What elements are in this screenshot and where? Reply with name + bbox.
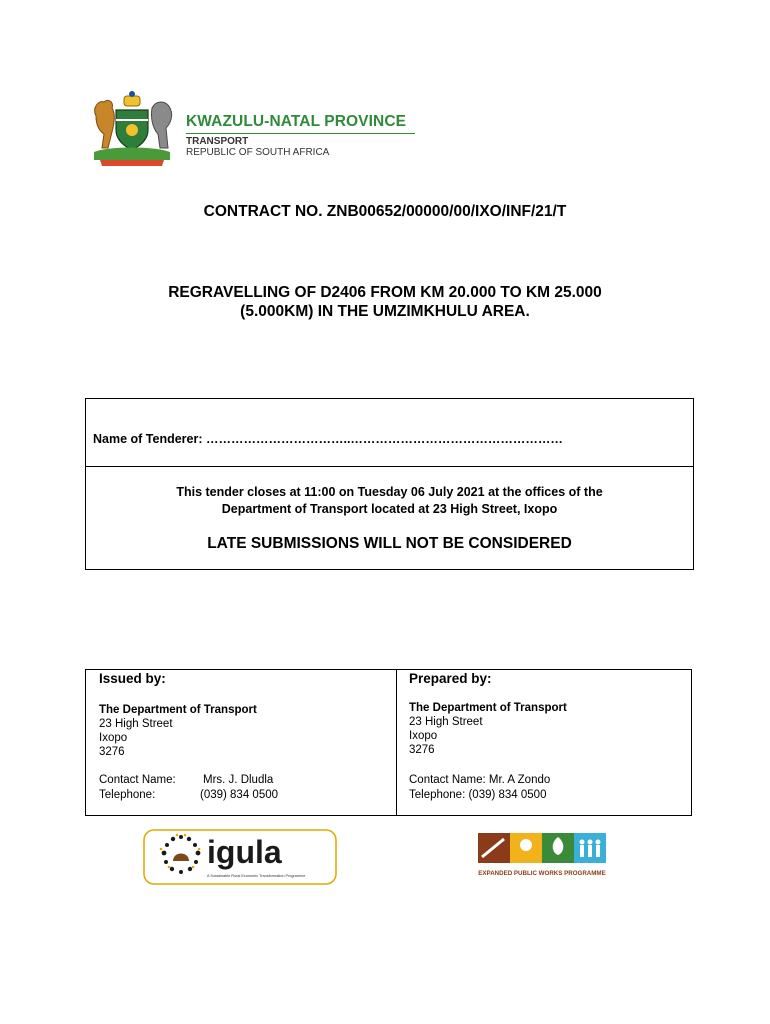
epwp-logo — [474, 829, 634, 889]
prepared-by-address — [409, 701, 567, 757]
prepared-by-org: The Department of Transport — [409, 702, 567, 714]
coat-of-arms-logo — [90, 90, 174, 168]
issued-by-contact-label: Contact Name: — [99, 774, 176, 786]
issued-by-heading: Issued by: — [99, 671, 166, 686]
contract-number: CONTRACT NO. ZNB00652/00000/00/IXO/INF/21/T — [203, 203, 567, 220]
tender-box-divider — [85, 466, 694, 467]
tenderer-name-field: Name of Tenderer: ……………………………..…………………………………………… — [93, 432, 563, 446]
issued-by-contact-value: Mrs. J. Dludla — [203, 774, 274, 786]
issued-by-org: The Department of Transport — [99, 704, 257, 716]
prepared-by-telephone: Telephone: (039) 834 0500 — [409, 789, 547, 801]
igula-logo — [143, 829, 337, 885]
project-title — [0, 283, 770, 321]
closing-notice-line-2: Department of Transport located at 23 High Street, Ixopo — [221, 502, 558, 516]
prepared-by-street: 23 High Street — [409, 716, 483, 728]
project-title-line-2: (5.000KM) IN THE UMZIMKHULU AREA. — [240, 303, 530, 320]
country-name: REPUBLIC OF SOUTH AFRICA — [186, 147, 330, 158]
header-divider — [186, 133, 415, 134]
issuer-box-divider — [396, 669, 397, 816]
igula-logo-text: igula — [207, 834, 282, 870]
department-name: TRANSPORT — [186, 136, 249, 147]
closing-notice-line-1: This tender closes at 11:00 on Tuesday 06 July 2021 at the offices of the — [176, 485, 603, 499]
issued-by-code: 3276 — [99, 746, 125, 758]
late-submission-notice: LATE SUBMISSIONS WILL NOT BE CONSIDERED — [207, 535, 572, 552]
province-title: KWAZULU-NATAL PROVINCE — [186, 113, 407, 130]
issued-by-address — [99, 703, 257, 759]
prepared-by-heading: Prepared by: — [409, 671, 492, 686]
closing-notice — [85, 484, 694, 518]
prepared-by-town: Ixopo — [409, 730, 438, 742]
issued-by-town: Ixopo — [99, 732, 128, 744]
prepared-by-code: 3276 — [409, 744, 435, 756]
issued-by-street: 23 High Street — [99, 718, 173, 730]
prepared-by-contact: Contact Name: Mr. A Zondo — [409, 774, 551, 786]
igula-logo-tagline: A Sustainable Rural Economic Transformation Programme — [207, 874, 306, 878]
project-title-line-1: REGRAVELLING OF D2406 FROM KM 20.000 TO KM 25.000 — [168, 284, 602, 301]
issued-by-telephone-label: Telephone: — [99, 789, 156, 801]
issued-by-telephone-value: (039) 834 0500 — [200, 789, 279, 801]
epwp-logo-text: EXPANDED PUBLIC WORKS PROGRAMME — [478, 870, 606, 877]
